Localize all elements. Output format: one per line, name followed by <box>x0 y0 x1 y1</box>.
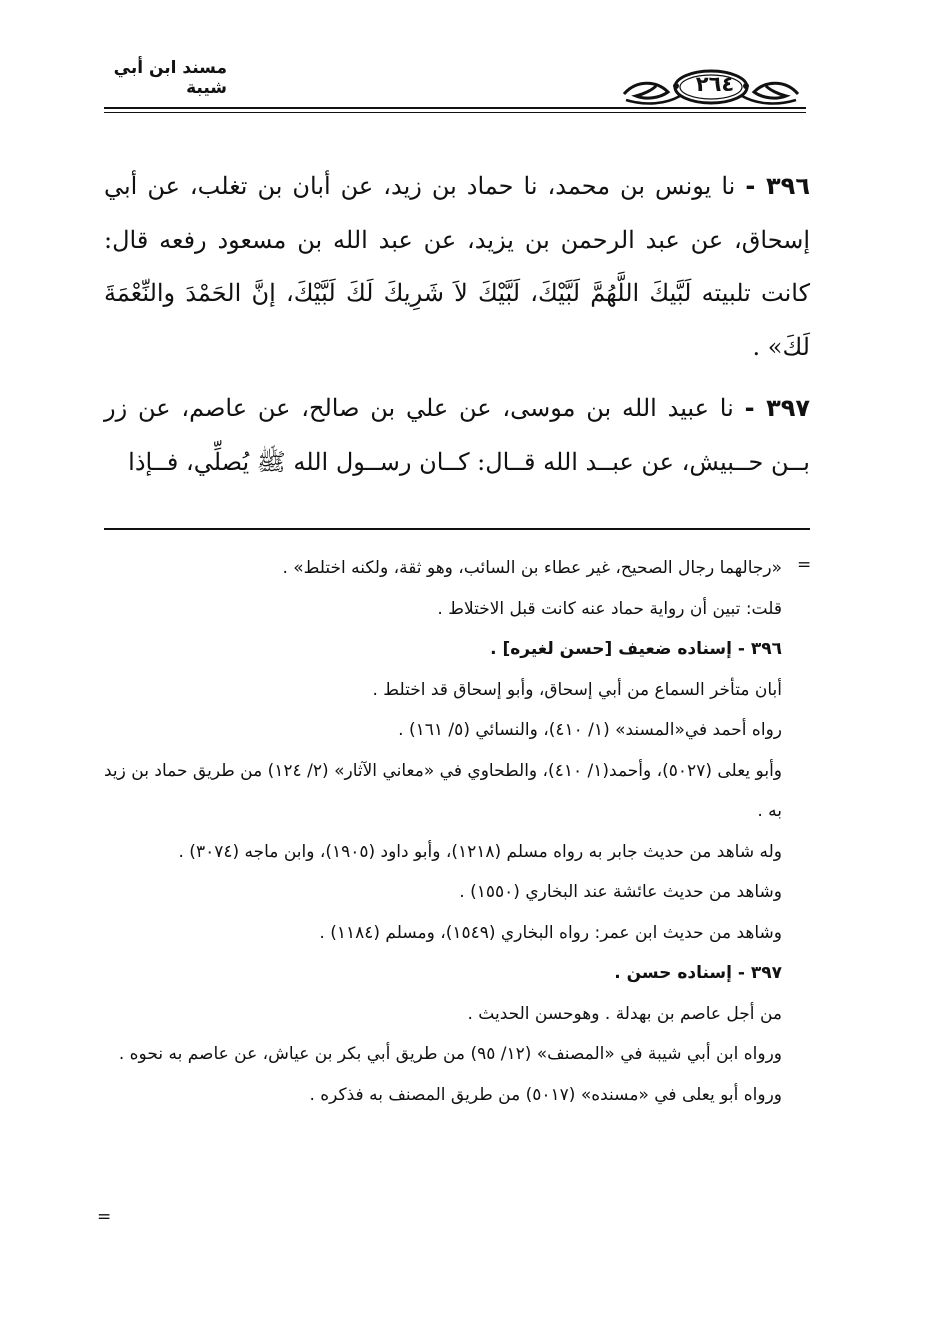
footnote-heading: ٣٩٧ - إسناده حسن . <box>614 963 782 983</box>
footnotes <box>104 548 782 1115</box>
footnote-line: وله شاهد من حديث جابر به رواه مسلم (١٢١٨)، وأبو داود (١٩٠٥)، وابن ماجه (٣٠٧٤) . <box>178 841 782 862</box>
footnote-line: وشاهد من حديث عائشة عند البخاري (١٥٥٠) . <box>459 882 782 902</box>
footnote-line: من أجل عاصم بن بهدلة . وهوحسن الحديث . <box>467 1003 782 1024</box>
page-number: ٢٦٤ <box>695 72 735 96</box>
footnote-line: وشاهد من حديث ابن عمر: رواه البخاري (١٥٤٩)، ومسلم (١١٨٤) . <box>319 922 782 943</box>
hadith-text: نا يونس بن محمد، نا حماد بن زيد، عن أبان بن تغلب، عن أبي إسحاق، عن عبد الرحمن بن يزيد، عن عبد الله بن مسعود رفعه قال: كانت تلبيته لَبَّيكَ اللَّهُمَّ لَبَّيْكَ، لَبَّيْكَ لاَ شَرِيكَ لَكَ لَبَّيْكَ، إنَّ الحَمْدَ والنِّعْمَةَ لَكَ» . <box>104 172 810 361</box>
hadith-number: ٣٩٧ - <box>744 394 811 422</box>
main-text <box>104 160 810 489</box>
footnote-line: قلت: تبين أن رواية حماد عنه كانت قبل الاختلاط . <box>437 598 782 619</box>
header-rule-thin <box>104 112 806 113</box>
footnote-line: «رجالهما رجال الصحيح، غير عطاء بن السائب، وهو ثقة، ولكنه اختلط» . <box>282 558 782 578</box>
footnote-continuation-mark: = <box>797 555 812 575</box>
footnote-line: ورواه ابن أبي شيبة في «المصنف» (١٢/ ٩٥) من طريق أبي بكر بن عياش، عن عاصم به نحوه . <box>118 1044 782 1064</box>
footnote-line: وأبو يعلى (٥٠٢٧)، وأحمد(١/ ٤١٠)، والطحاوي في «معاني الآثار» (٢/ ١٢٤) من طريق حماد بن زيد به . <box>104 760 783 821</box>
hadith-paragraph <box>104 382 810 489</box>
hadith-paragraph <box>104 160 810 374</box>
footnote-line: ورواه أبو يعلى في «مسنده» (٥٠١٧) من طريق المصنف به فذكره . <box>309 1084 782 1105</box>
hadith-number: ٣٩٦ - <box>745 172 810 200</box>
footnote-heading: ٣٩٦ - إسناده ضعيف [حسن لغيره] . <box>490 639 782 659</box>
footnote-separator <box>104 528 810 530</box>
footnote-line: أبان متأخر السماع من أبي إسحاق، وأبو إسحاق قد اختلط . <box>372 679 782 700</box>
running-header-title: مسند ابن أبي شيبة <box>113 58 227 98</box>
footnote-line: رواه أحمد في«المسند» (١/ ٤١٠)، والنسائي (٥/ ١٦١) . <box>398 720 782 740</box>
footnote-end-mark: = <box>97 1207 112 1227</box>
hadith-text: نا عبيد الله بن موسى، عن علي بن صالح، عن عاصم، عن زر بــن حــبيش، عن عبــد الله قــال: كــان رســول الله ﷺ يُصلِّي، فــإذا <box>104 394 810 476</box>
header-rule <box>104 107 806 109</box>
